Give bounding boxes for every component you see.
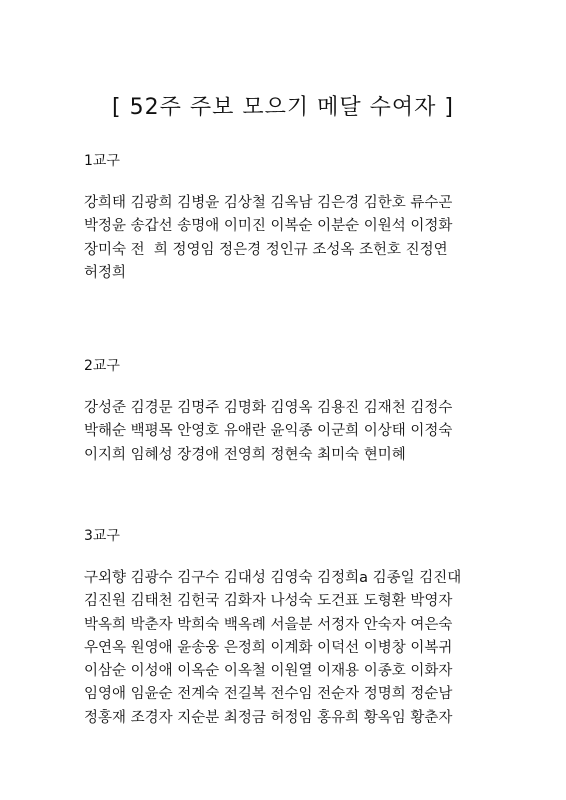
name-list bbox=[84, 397, 504, 467]
name-line: 장미숙 전 희 정영임 정은경 정인규 조성옥 조헌호 진정연 bbox=[84, 241, 448, 258]
name-line: 박해순 백평목 안영호 유애란 윤익종 이군희 이상태 이정숙 bbox=[84, 423, 453, 440]
name-list bbox=[84, 567, 504, 730]
name-line: 임영애 임윤순 전계숙 전길복 전수임 전순자 정명희 정순남 bbox=[84, 686, 453, 703]
section-heading: 2교구 bbox=[84, 358, 120, 374]
name-line: 우연옥 원영애 윤송웅 은정희 이계화 이덕선 이병창 이복귀 bbox=[84, 639, 453, 656]
page-title: [ 52주 주보 모으기 메달 수여자 ] bbox=[112, 95, 454, 120]
name-line: 김진원 김태천 김헌국 김화자 나성숙 도건표 도형환 박영자 bbox=[84, 593, 453, 610]
section-parish-2 bbox=[84, 355, 504, 467]
name-line: 강성준 김경문 김명주 김명화 김영옥 김용진 김재천 김정수 bbox=[84, 400, 453, 416]
name-list bbox=[84, 192, 504, 285]
name-line: 구외향 김광수 김구수 김대성 김영숙 김정희a 김종일 김진대 bbox=[84, 570, 462, 586]
section-heading: 3교구 bbox=[84, 528, 120, 544]
name-line: 이지희 임혜성 장경애 전영희 정현숙 최미숙 현미혜 bbox=[84, 446, 406, 463]
name-line: 박정윤 송갑선 송명애 이미진 이복순 이분순 이원석 이정화 bbox=[84, 218, 453, 235]
name-line: 허정희 bbox=[84, 264, 127, 281]
section-parish-1 bbox=[84, 150, 504, 285]
section-heading: 1교구 bbox=[84, 153, 120, 169]
name-line: 박옥희 박춘자 박희숙 백옥례 서을분 서정자 안숙자 여은숙 bbox=[84, 616, 453, 633]
name-line: 강희태 김광희 김병윤 김상철 김옥남 김은경 김한호 류수곤 bbox=[84, 195, 453, 211]
section-parish-3 bbox=[84, 525, 504, 730]
name-line: 정홍재 조경자 지순분 최정금 허정임 홍유희 황옥임 황춘자 bbox=[84, 709, 453, 726]
name-line: 이삼순 이성애 이옥순 이옥철 이원열 이재용 이종호 이화자 bbox=[84, 663, 453, 680]
